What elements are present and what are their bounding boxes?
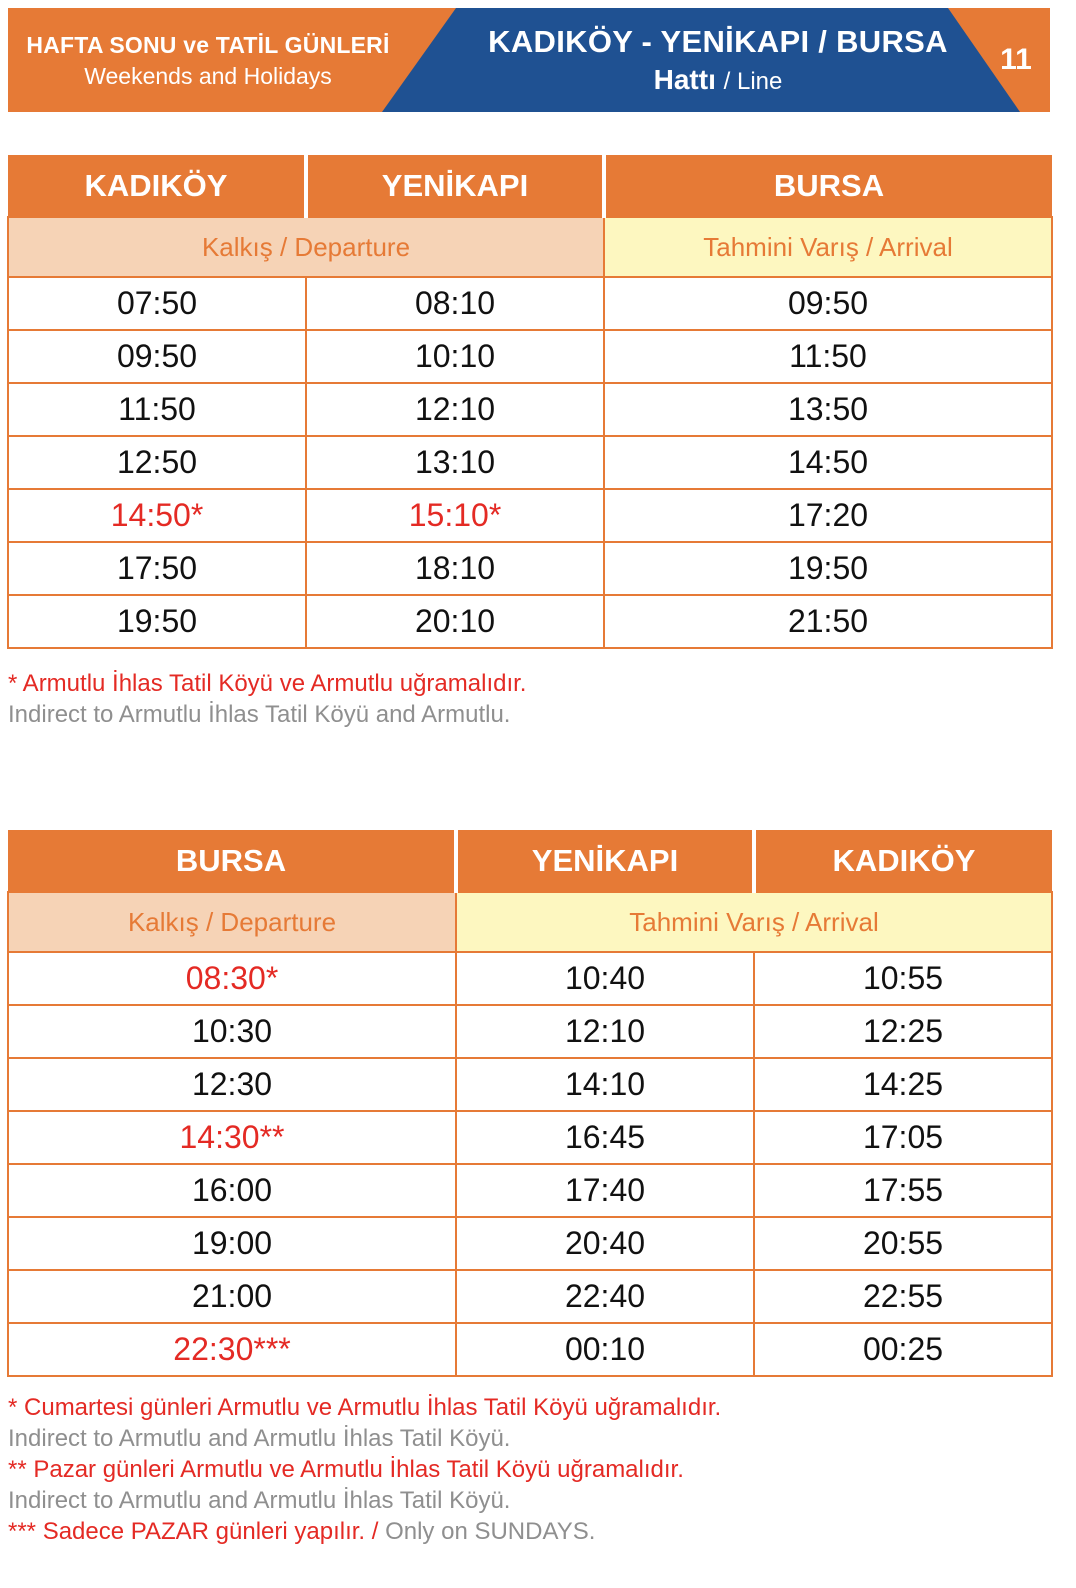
table-row — [8, 383, 1052, 436]
time-cell: 12:25 — [754, 1005, 1052, 1058]
table-row — [8, 330, 1052, 383]
col-header-yenikapi: YENİKAPI — [456, 830, 754, 892]
time-cell: 18:10 — [306, 542, 604, 595]
table-row — [8, 277, 1052, 330]
time-cell: 19:00 — [8, 1217, 456, 1270]
time-cell: 21:00 — [8, 1270, 456, 1323]
table-row — [8, 1111, 1052, 1164]
time-cell: 20:55 — [754, 1217, 1052, 1270]
table-row — [8, 542, 1052, 595]
line-label-tr: Hattı — [653, 64, 716, 95]
departure-label: Kalkış / Departure — [8, 217, 604, 277]
time-cell-special: 08:30* — [8, 952, 456, 1005]
time-cell: 17:55 — [754, 1164, 1052, 1217]
footnote-1-en: Indirect to Armutlu and Armutlu İhlas Tatil Köyü. — [8, 1425, 511, 1452]
route-title — [418, 8, 1018, 112]
time-cell: 11:50 — [8, 383, 306, 436]
timetable-kadikoy-to-bursa — [7, 155, 1053, 649]
time-cell: 17:05 — [754, 1111, 1052, 1164]
time-cell: 08:10 — [306, 277, 604, 330]
table-row — [8, 1270, 1052, 1323]
route-banner — [8, 8, 1050, 112]
departure-label: Kalkış / Departure — [8, 892, 456, 952]
time-cell: 17:50 — [8, 542, 306, 595]
col-header-yenikapi: YENİKAPI — [306, 155, 604, 217]
time-cell: 22:40 — [456, 1270, 754, 1323]
time-cell: 09:50 — [604, 277, 1052, 330]
table-row — [8, 1058, 1052, 1111]
time-cell: 10:30 — [8, 1005, 456, 1058]
footnotes-table2 — [8, 1392, 721, 1547]
footnote-2-en: Indirect to Armutlu and Armutlu İhlas Tatil Köyü. — [8, 1487, 511, 1514]
time-cell: 10:40 — [456, 952, 754, 1005]
col-header-bursa: BURSA — [8, 830, 456, 892]
schedule-days — [8, 8, 408, 112]
table-row — [8, 595, 1052, 648]
time-cell: 17:40 — [456, 1164, 754, 1217]
time-cell-special: 15:10* — [306, 489, 604, 542]
time-cell: 20:40 — [456, 1217, 754, 1270]
time-cell: 19:50 — [8, 595, 306, 648]
time-cell: 09:50 — [8, 330, 306, 383]
col-header-kadikoy: KADIKÖY — [754, 830, 1052, 892]
time-cell: 10:10 — [306, 330, 604, 383]
arrival-label: Tahmini Varış / Arrival — [604, 217, 1052, 277]
days-title-tr: HAFTA SONU ve TATİL GÜNLERİ — [26, 32, 390, 58]
time-cell: 19:50 — [604, 542, 1052, 595]
time-cell: 12:50 — [8, 436, 306, 489]
timetable-bursa-to-kadikoy — [7, 830, 1053, 1377]
footnote-3-tr: *** Sadece PAZAR günleri yapılır. / — [8, 1518, 379, 1545]
table-header-row — [8, 155, 1052, 217]
time-cell: 13:10 — [306, 436, 604, 489]
table-row — [8, 1164, 1052, 1217]
time-cell: 21:50 — [604, 595, 1052, 648]
line-label-en: / Line — [723, 68, 783, 95]
table-header-row — [8, 830, 1052, 892]
time-cell-special: 14:30** — [8, 1111, 456, 1164]
time-cell: 14:25 — [754, 1058, 1052, 1111]
col-header-bursa: BURSA — [604, 155, 1052, 217]
line-number: 11 — [1000, 43, 1032, 76]
col-header-kadikoy: KADIKÖY — [8, 155, 306, 217]
table-row — [8, 1005, 1052, 1058]
time-cell-special: 14:50* — [8, 489, 306, 542]
table-subheader-row — [8, 217, 1052, 277]
time-cell: 14:50 — [604, 436, 1052, 489]
route-name: KADIKÖY - YENİKAPI / BURSA — [488, 24, 948, 59]
time-cell: 00:25 — [754, 1323, 1052, 1376]
time-cell: 11:50 — [604, 330, 1052, 383]
footnote-en: Indirect to Armutlu İhlas Tatil Köyü and Armutlu. — [8, 701, 511, 728]
table-row — [8, 1217, 1052, 1270]
time-cell: 17:20 — [604, 489, 1052, 542]
time-cell: 07:50 — [8, 277, 306, 330]
footnote-3-en: Only on SUNDAYS. — [385, 1518, 596, 1545]
table-row — [8, 1323, 1052, 1376]
days-title-en: Weekends and Holidays — [84, 63, 332, 89]
footnote-2-tr: ** Pazar günleri Armutlu ve Armutlu İhlas Tatil Köyü uğramalıdır. — [8, 1456, 684, 1483]
time-cell: 12:30 — [8, 1058, 456, 1111]
time-cell: 20:10 — [306, 595, 604, 648]
footnotes-table1 — [8, 668, 526, 730]
table-subheader-row — [8, 892, 1052, 952]
table-row — [8, 489, 1052, 542]
time-cell-special: 22:30*** — [8, 1323, 456, 1376]
table-row — [8, 952, 1052, 1005]
time-cell: 16:45 — [456, 1111, 754, 1164]
time-cell: 22:55 — [754, 1270, 1052, 1323]
time-cell: 12:10 — [306, 383, 604, 436]
arrival-label: Tahmini Varış / Arrival — [456, 892, 1052, 952]
time-cell: 16:00 — [8, 1164, 456, 1217]
footnote-1-tr: * Cumartesi günleri Armutlu ve Armutlu İhlas Tatil Köyü uğramalıdır. — [8, 1394, 722, 1421]
footnote-tr: * Armutlu İhlas Tatil Köyü ve Armutlu uğramalıdır. — [8, 670, 527, 697]
time-cell: 00:10 — [456, 1323, 754, 1376]
footnote-3 — [8, 1516, 721, 1547]
time-cell: 10:55 — [754, 952, 1052, 1005]
line-label — [654, 64, 783, 96]
time-cell: 13:50 — [604, 383, 1052, 436]
time-cell: 14:10 — [456, 1058, 754, 1111]
table-row — [8, 436, 1052, 489]
time-cell: 12:10 — [456, 1005, 754, 1058]
